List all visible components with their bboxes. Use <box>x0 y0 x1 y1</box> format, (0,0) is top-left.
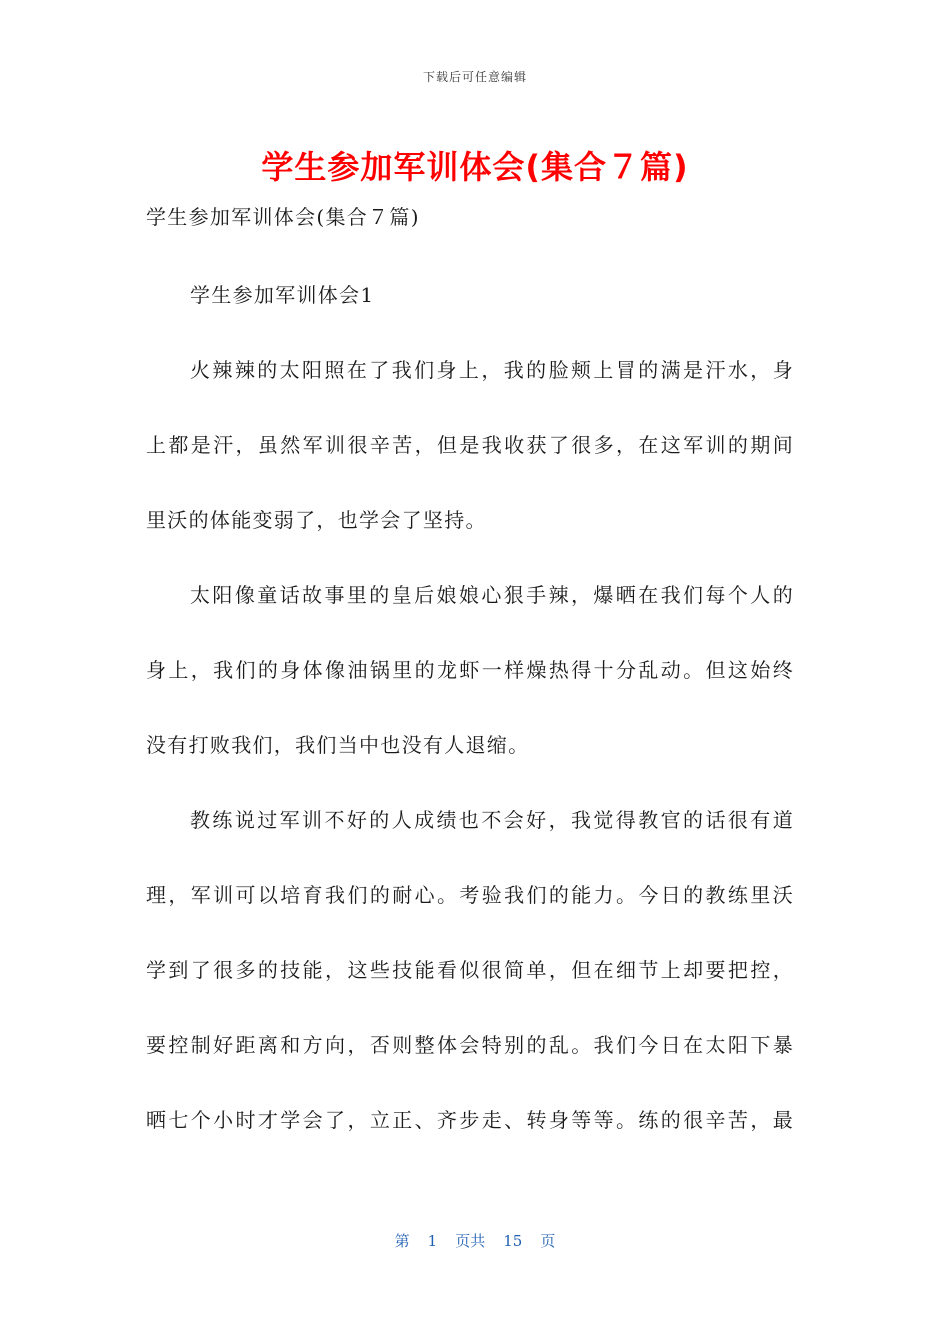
paragraph-2 <box>146 583 794 757</box>
paragraph-line: 身上，我们的身体像油锅里的龙虾一样燥热得十分乱动。但这始终 <box>146 658 794 682</box>
paragraph-line: 里沃的体能变弱了，也学会了坚持。 <box>146 508 487 532</box>
section-heading: 学生参加军训体会1 <box>190 283 375 307</box>
page-footer <box>0 1230 950 1251</box>
paragraph-line: 教练说过军训不好的人成绩也不会好，我觉得教官的话很有道 <box>190 808 794 832</box>
page-number: 1 <box>427 1232 438 1250</box>
total-pages: 15 <box>503 1232 523 1250</box>
paragraph-3 <box>146 808 794 1132</box>
page-label-suffix: 页 <box>540 1232 556 1250</box>
header-note: 下载后可任意编辑 <box>422 70 527 84</box>
paragraph-line: 上都是汗，虽然军训很辛苦，但是我收获了很多，在这军训的期间 <box>146 433 794 457</box>
paragraph-line: 没有打败我们，我们当中也没有人退缩。 <box>146 733 530 757</box>
page-label-mid: 页共 <box>455 1232 486 1250</box>
paragraph-line: 要控制好距离和方向，否则整体会特别的乱。我们今日在太阳下暴 <box>146 1033 794 1057</box>
paragraph-line: 火辣辣的太阳照在了我们身上，我的脸颊上冒的满是汗水，身 <box>190 358 794 382</box>
paragraph-line: 理，军训可以培育我们的耐心。考验我们的能力。今日的教练里沃 <box>146 883 794 907</box>
paragraph-line: 太阳像童话故事里的皇后娘娘心狠手辣，爆晒在我们每个人的 <box>190 583 794 607</box>
document-title: 学生参加军训体会(集合７篇) <box>261 148 689 186</box>
paragraph-1 <box>146 358 794 532</box>
paragraph-line: 晒七个小时才学会了，立正、齐步走、转身等等。练的很辛苦，最 <box>146 1108 794 1132</box>
document-subtitle: 学生参加军训体会(集合７篇) <box>146 205 420 229</box>
paragraph-line: 学到了很多的技能，这些技能看似很简单，但在细节上却要把控， <box>146 958 794 982</box>
page-label-prefix: 第 <box>394 1232 410 1250</box>
document-body <box>146 205 794 1132</box>
